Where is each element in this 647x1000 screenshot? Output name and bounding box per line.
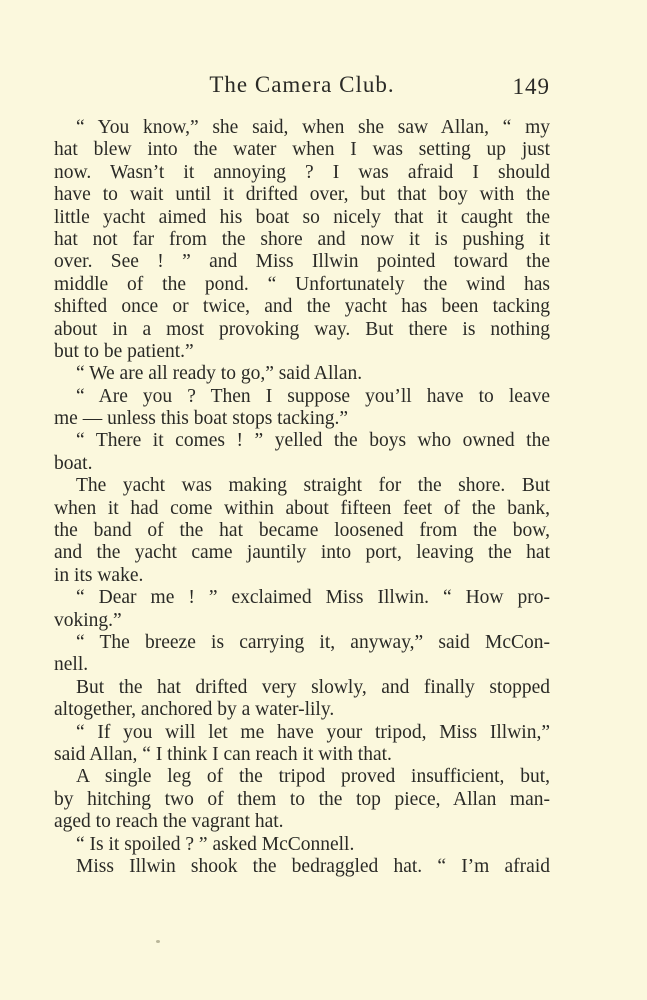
text-line: have to wait until it drifted over, but that boy with the	[54, 184, 550, 206]
text-line: “ Are you ? Then I suppose you’ll have to leave	[76, 385, 550, 407]
text-line: over. See ! ” and Miss Illwin pointed toward the	[54, 251, 550, 273]
text-line: “ If you will let me have your tripod, Miss Illwin,”	[76, 721, 550, 743]
text-line: Miss Illwin shook the bedraggled hat. “ I’m afraid	[76, 855, 550, 877]
text-line: me — unless this boat stops tacking.”	[54, 408, 349, 430]
text-line: in its wake.	[54, 564, 144, 586]
text-line: voking.”	[54, 609, 122, 631]
text-line: “ Is it spoiled ? ” asked McConnell.	[76, 833, 355, 855]
text-line: the band of the hat became loosened from the bow,	[54, 520, 550, 542]
page-number: 149	[512, 74, 550, 99]
text-line: about in a most provoking way. But there is nothing	[54, 318, 550, 340]
text-line: boat.	[54, 452, 93, 474]
body-text	[54, 117, 550, 878]
paper-speck	[156, 940, 160, 943]
text-line: hat not far from the shore and now it is pushing it	[54, 228, 550, 250]
text-line: The yacht was making straight for the shore. But	[76, 475, 550, 497]
text-line: “ You know,” she said, when she saw Allan, “ my	[76, 117, 550, 138]
text-line: “ The breeze is carrying it, anyway,” said McCon-	[76, 631, 550, 653]
text-line: little yacht aimed his boat so nicely that it caught the	[54, 206, 550, 228]
text-line: middle of the pond. “ Unfortunately the wind has	[54, 273, 550, 295]
text-line: and the yacht came jauntily into port, leaving the hat	[54, 542, 550, 564]
text-line: “ There it comes ! ” yelled the boys who owned the	[76, 430, 550, 452]
text-line: “ We are all ready to go,” said Allan.	[76, 363, 363, 385]
text-line: said Allan, “ I think I can reach it with that.	[54, 743, 392, 765]
text-line: But the hat drifted very slowly, and finally stopped	[76, 676, 550, 698]
running-title: The Camera Club.	[209, 72, 395, 97]
text-line: by hitching two of them to the top piece, Allan man-	[54, 788, 550, 810]
text-line: nell.	[54, 654, 89, 676]
text-line: “ Dear me ! ” exclaimed Miss Illwin. “ How pro-	[76, 587, 550, 609]
text-line: shifted once or twice, and the yacht has been tacking	[54, 296, 550, 318]
text-line: hat blew into the water when I was setting up just	[54, 139, 550, 161]
running-head	[54, 70, 550, 104]
text-line: A single leg of the tripod proved insufficient, but,	[76, 766, 550, 788]
text-line: but to be patient.”	[54, 340, 194, 362]
text-line: now. Wasn’t it annoying ? I was afraid I should	[54, 161, 550, 183]
text-line: altogether, anchored by a water-lily.	[54, 699, 335, 721]
text-line: when it had come within about fifteen feet of the bank,	[54, 497, 550, 519]
text-line: aged to reach the vagrant hat.	[54, 811, 284, 833]
